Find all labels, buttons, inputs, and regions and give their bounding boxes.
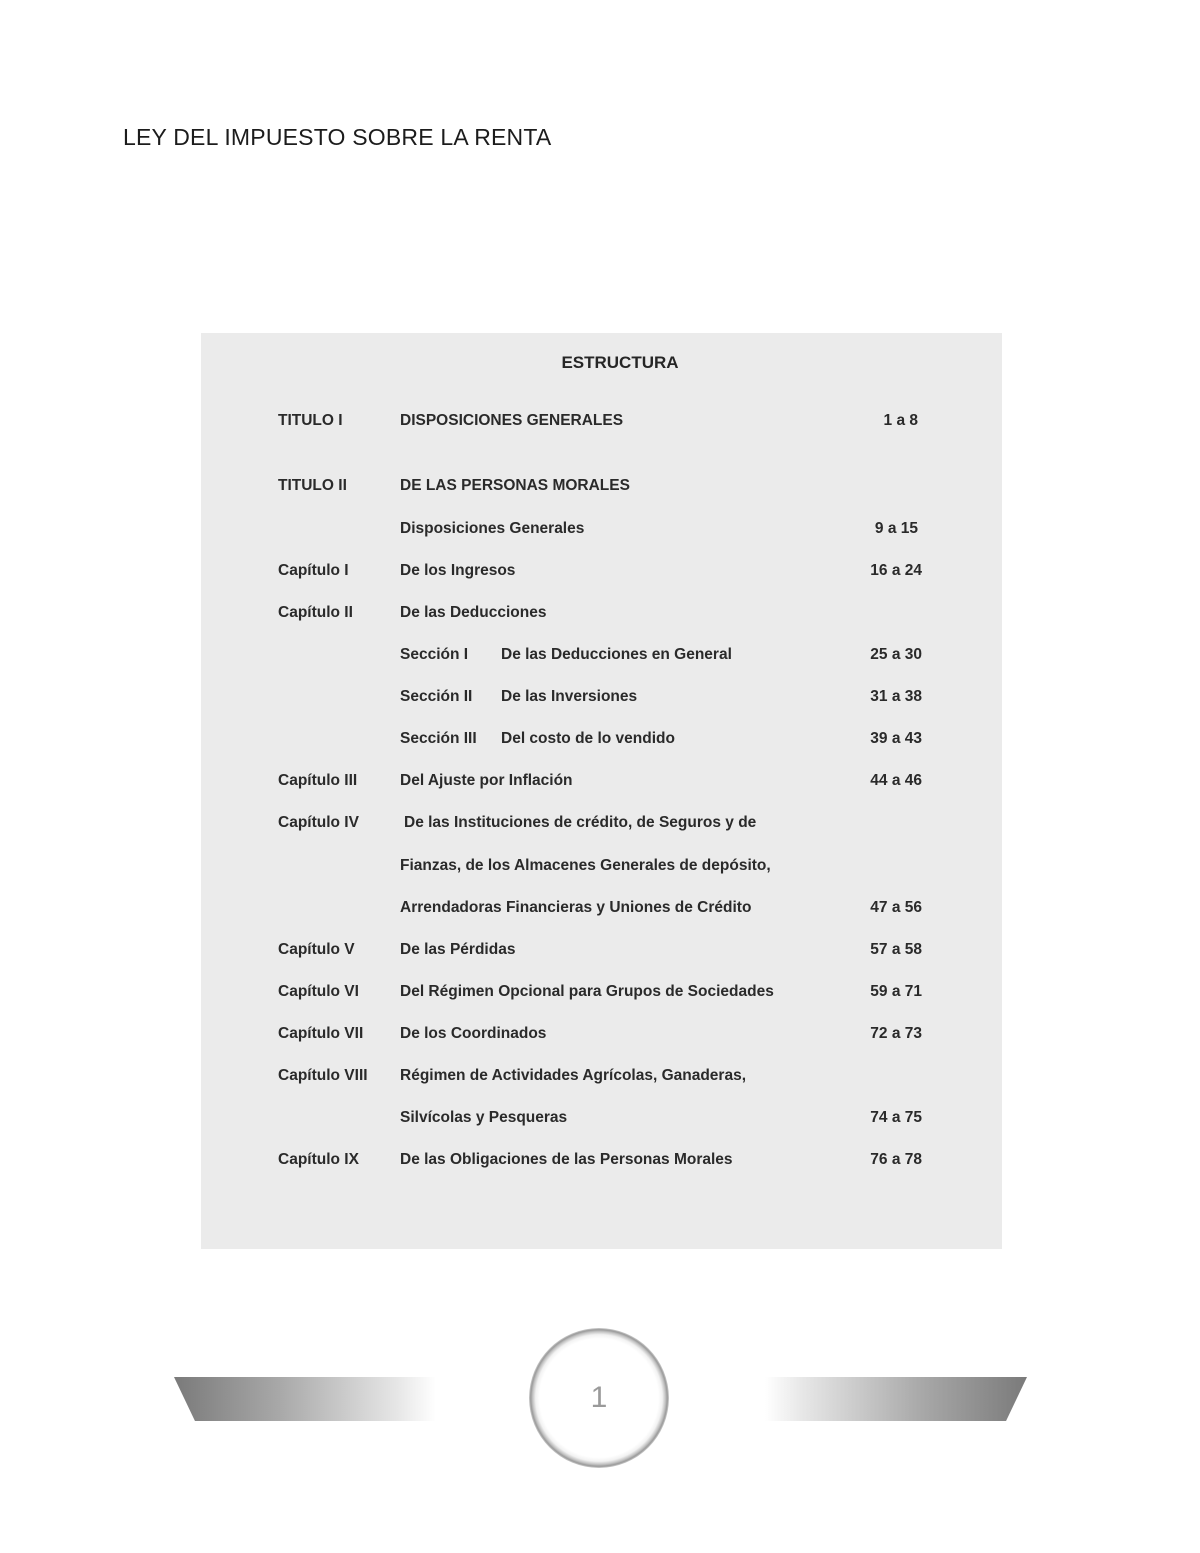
toc-section-label: Sección II (400, 688, 473, 705)
toc-row-label: Capítulo III (278, 772, 358, 789)
toc-row-label: Capítulo VI (278, 983, 359, 1000)
toc-row (201, 562, 1002, 586)
page-number-badge (529, 1328, 669, 1468)
toc-row-pages: 31 a 38 (870, 688, 922, 705)
toc-row-label: Capítulo VIII (278, 1067, 368, 1084)
toc-row-label: Capítulo V (278, 941, 355, 958)
toc-row (201, 899, 1002, 923)
toc-row-desc: DE LAS PERSONAS MORALES (400, 477, 630, 494)
toc-row-label: Capítulo I (278, 562, 349, 579)
footer-decoration-right (765, 1377, 1027, 1421)
toc-row-desc: Del costo de lo vendido (501, 730, 675, 747)
toc-row-desc: Disposiciones Generales (400, 520, 585, 537)
toc-row-label: Capítulo IV (278, 814, 359, 831)
toc-row (201, 1025, 1002, 1049)
toc-row (201, 477, 1002, 501)
toc-row-pages: 59 a 71 (870, 983, 922, 1000)
toc-row-desc: Fianzas, de los Almacenes Generales de depósito, (400, 857, 771, 874)
toc-row-desc: De las Inversiones (501, 688, 638, 705)
toc-row-desc: De las Obligaciones de las Personas Morales (400, 1151, 733, 1168)
toc-row (201, 983, 1002, 1007)
toc-row-label: TITULO II (278, 477, 347, 494)
toc-row-pages: 72 a 73 (870, 1025, 922, 1042)
toc-row (201, 520, 1002, 544)
toc-row-desc: De las Pérdidas (400, 941, 516, 958)
toc-row-desc: De los Ingresos (400, 562, 516, 579)
toc-row (201, 772, 1002, 796)
toc-row-desc: De las Instituciones de crédito, de Seguros y de (404, 814, 757, 831)
toc-row (201, 604, 1002, 628)
toc-row (201, 1067, 1002, 1091)
toc-row (201, 1109, 1002, 1133)
toc-row-desc: Del Régimen Opcional para Grupos de Sociedades (400, 983, 774, 1000)
toc-row (201, 1151, 1002, 1175)
toc-row (201, 730, 1002, 754)
toc-row (201, 688, 1002, 712)
toc-row-label: TITULO I (278, 412, 343, 429)
page-number: 1 (590, 1381, 608, 1414)
toc-row-pages: 9 a 15 (874, 520, 918, 537)
toc-row-desc: Régimen de Actividades Agrícolas, Ganaderas, (400, 1067, 747, 1084)
toc-row-desc: Del Ajuste por Inflación (400, 772, 573, 789)
toc-row (201, 646, 1002, 670)
toc-row-pages: 47 a 56 (870, 899, 922, 916)
toc-row-label: Capítulo IX (278, 1151, 359, 1168)
toc-row-desc: DISPOSICIONES GENERALES (400, 412, 624, 429)
toc-row-desc: De los Coordinados (400, 1025, 547, 1042)
toc-heading: ESTRUCTURA (561, 353, 679, 372)
toc-section-label: Sección III (400, 730, 477, 747)
toc-section-label: Sección I (400, 646, 469, 663)
toc-row-pages: 1 a 8 (883, 412, 918, 429)
toc-row-pages: 76 a 78 (870, 1151, 922, 1168)
toc-row-label: Capítulo II (278, 604, 353, 621)
toc-row-desc: De las Deducciones en General (501, 646, 732, 663)
toc-row-pages: 25 a 30 (870, 646, 922, 663)
toc-row-desc: Arrendadoras Financieras y Uniones de Crédito (400, 899, 752, 916)
toc-row-desc: De las Deducciones (400, 604, 547, 621)
toc-row-pages: 44 a 46 (870, 772, 922, 789)
toc-row-pages: 16 a 24 (870, 562, 922, 579)
toc-row (201, 814, 1002, 838)
document-title: LEY DEL IMPUESTO SOBRE LA RENTA (123, 124, 552, 150)
toc-row-label: Capítulo VII (278, 1025, 364, 1042)
toc-row-pages: 74 a 75 (870, 1109, 922, 1126)
toc-row (201, 941, 1002, 965)
toc-row (201, 857, 1002, 881)
toc-row-pages: 39 a 43 (870, 730, 922, 747)
toc-row-pages: 57 a 58 (870, 941, 922, 958)
toc-panel (201, 333, 1002, 1249)
toc-row (201, 412, 1002, 436)
footer-decoration-left (174, 1377, 436, 1421)
toc-row-desc: Silvícolas y Pesqueras (400, 1109, 568, 1126)
